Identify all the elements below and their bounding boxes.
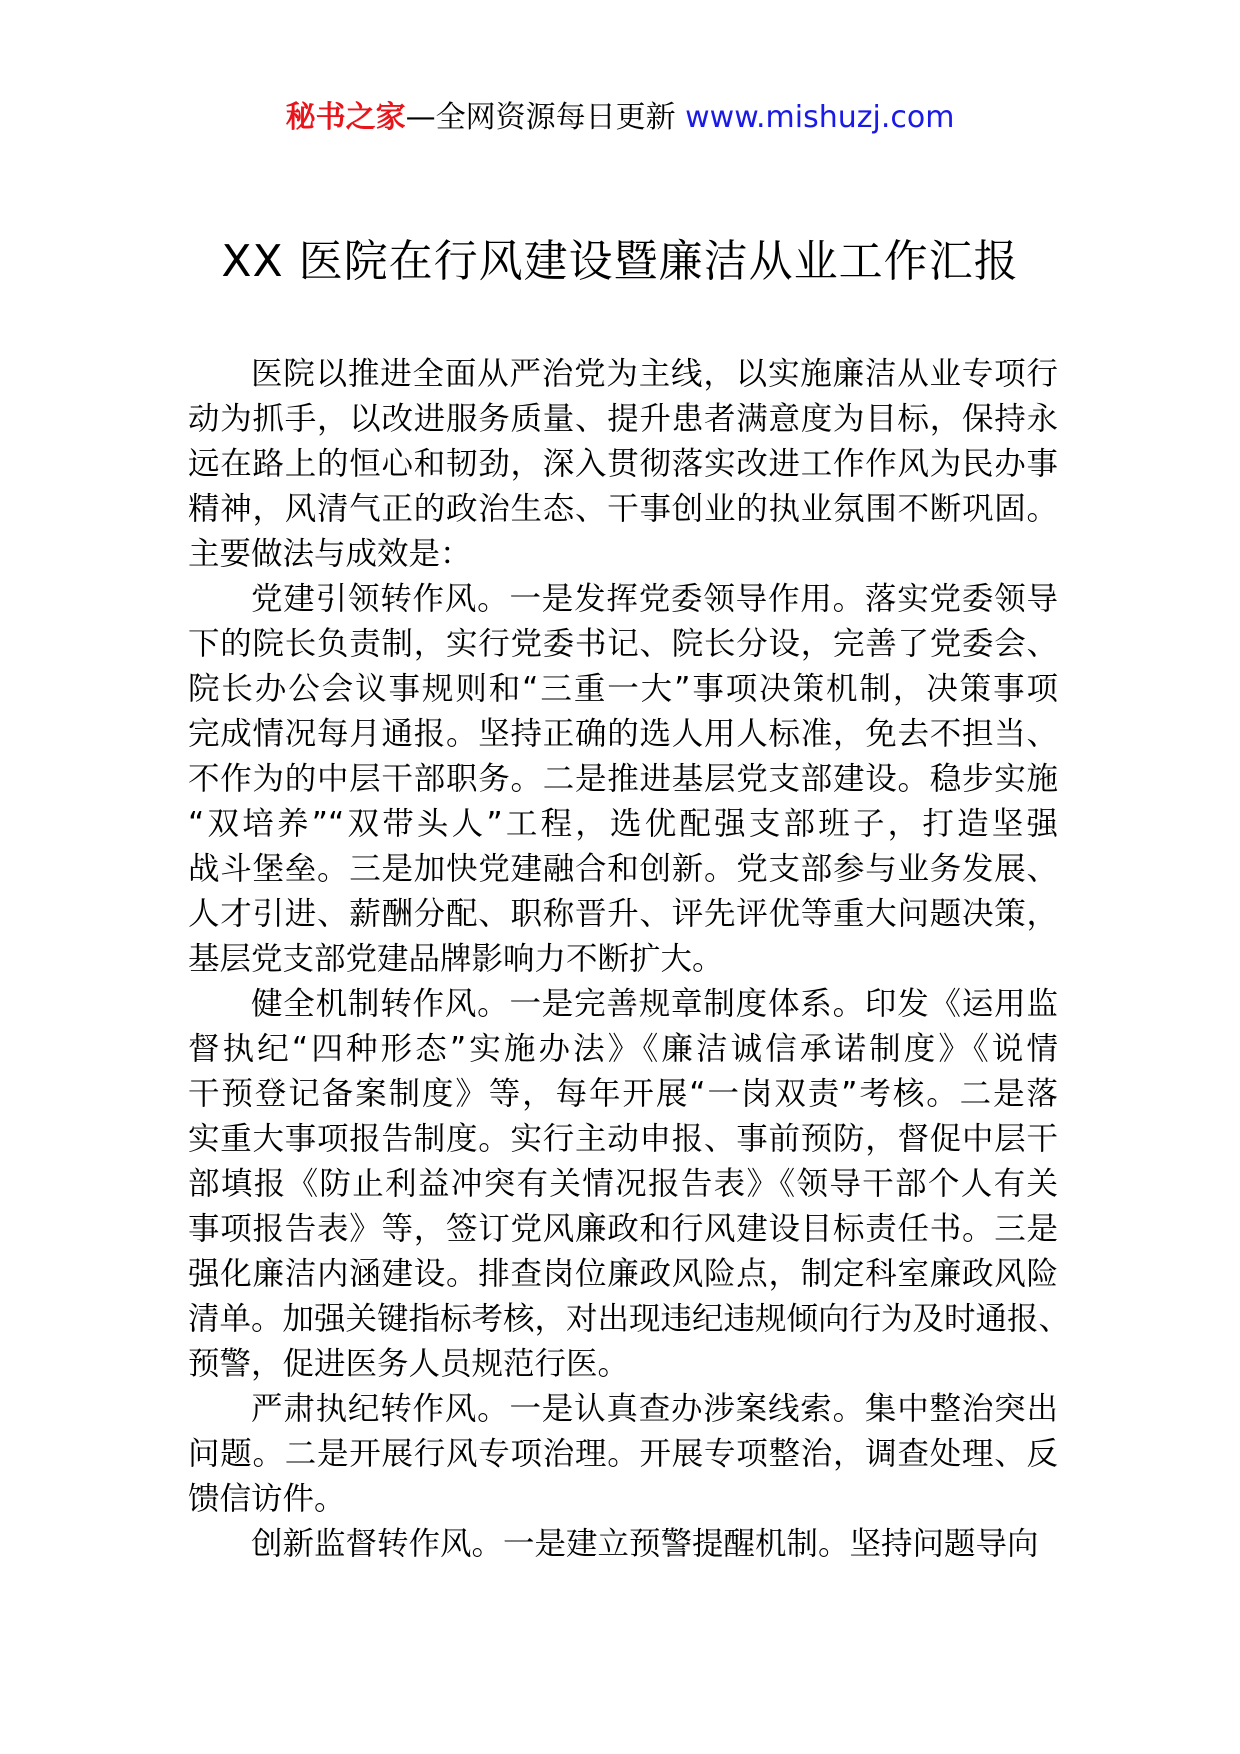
body-line: 督执纪“四种形态”实施办法》《廉洁诚信承诺制度》《说情 <box>188 1031 1058 1067</box>
body-line: 战斗堡垒。三是加快党建融合和创新。党支部参与业务发展、 <box>188 851 1058 887</box>
body-line: 党建引领转作风。一是发挥党委领导作用。落实党委领导 <box>251 581 1058 617</box>
body-line: 人才引进、薪酬分配、职称晋升、评先评优等重大问题决策， <box>188 896 1058 932</box>
body-line: 完成情况每月通报。坚持正确的选人用人标准，免去不担当、 <box>188 716 1058 752</box>
body-line: 清单。加强关键指标考核，对出现违纪违规倾向行为及时通报、 <box>188 1301 1071 1337</box>
body-line: 馈信访件。 <box>188 1481 346 1517</box>
document-body <box>188 352 1071 1567</box>
body-line: 精神，风清气正的政治生态、干事创业的执业氛围不断巩固。 <box>188 491 1058 527</box>
page-header <box>0 98 1240 138</box>
body-line: 创新监督转作风。一是建立预警提醒机制。坚持问题导向 <box>251 1526 1039 1562</box>
header-brand: 秘书之家 <box>285 100 406 135</box>
body-line: 事项报告表》等，签订党风廉政和行风建设目标责任书。三是 <box>188 1211 1058 1247</box>
body-line: 院长办公会议事规则和“三重一大”事项决策机制，决策事项 <box>188 671 1058 707</box>
body-line: 基层党支部党建品牌影响力不断扩大。 <box>188 941 724 977</box>
body-line: 下的院长负责制，实行党委书记、院长分设，完善了党委会、 <box>188 626 1058 662</box>
body-line: 问题。二是开展行风专项治理。开展专项整治，调查处理、反 <box>188 1436 1058 1472</box>
body-line: 强化廉洁内涵建设。排查岗位廉政风险点，制定科室廉政风险 <box>188 1256 1058 1292</box>
body-line: 健全机制转作风。一是完善规章制度体系。印发《运用监 <box>251 986 1058 1022</box>
body-line: 不作为的中层干部职务。二是推进基层党支部建设。稳步实施 <box>188 761 1058 797</box>
body-line: 实重大事项报告制度。实行主动申报、事前预防，督促中层干 <box>188 1121 1058 1157</box>
header-url-link[interactable]: www.mishuzj.com <box>685 100 955 135</box>
body-line: 医院以推进全面从严治党为主线，以实施廉洁从业专项行 <box>251 356 1058 392</box>
body-line: 预警，促进医务人员规范行医。 <box>188 1346 630 1382</box>
body-line: 严肃执纪转作风。一是认真查办涉案线索。集中整治突出 <box>251 1391 1058 1427</box>
body-line: 动为抓手，以改进服务质量、提升患者满意度为目标，保持永 <box>188 401 1058 437</box>
document-title: XX 医院在行风建设暨廉洁从业工作汇报 <box>221 236 1019 287</box>
body-line: 主要做法与成效是： <box>188 536 472 572</box>
body-line: “双培养”“双带头人”工程，选优配强支部班子，打造坚强 <box>188 806 1058 842</box>
body-line: 远在路上的恒心和韧劲，深入贯彻落实改进工作作风为民办事 <box>188 446 1058 482</box>
body-line: 部填报《防止利益冲突有关情况报告表》《领导干部个人有关 <box>188 1166 1058 1202</box>
header-tagline: —全网资源每日更新 <box>405 100 686 135</box>
body-line: 干预登记备案制度》等，每年开展“一岗双责”考核。二是落 <box>188 1076 1058 1112</box>
